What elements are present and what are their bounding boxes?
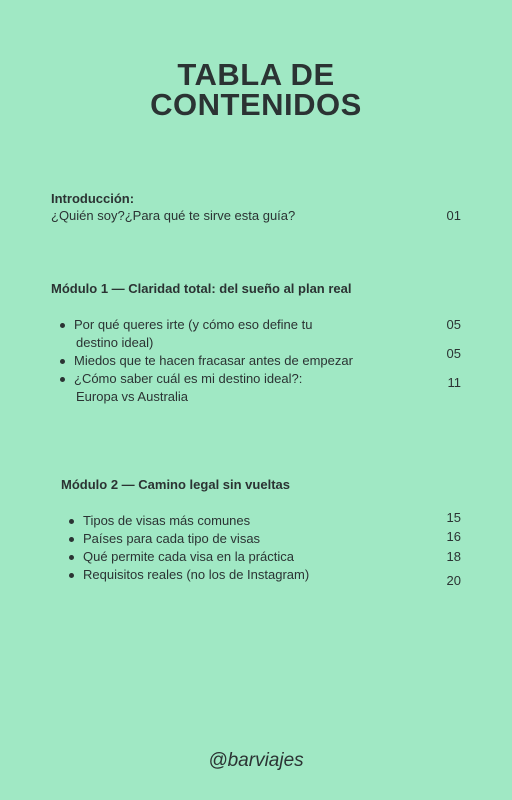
module2-item-1-page: 15 (446, 510, 461, 525)
module1-heading: Módulo 1 — Claridad total: del sueño al plan real (51, 281, 352, 296)
bullet-icon (60, 323, 65, 328)
intro-line: ¿Quién soy?¿Para qué te sirve esta guía? (51, 208, 296, 223)
module1-item-3-line1: ¿Cómo saber cuál es mi destino ideal?: (74, 371, 303, 386)
module2-item-2 (83, 530, 260, 548)
footer-handle: @barviajes (208, 750, 304, 771)
module1-item-1-line2: destino ideal) (76, 335, 154, 350)
module2-item-3 (83, 548, 294, 566)
module1-item-1 (74, 316, 312, 352)
intro-page-number: 01 (446, 208, 461, 223)
module2-item-2-page: 16 (446, 529, 461, 544)
module1-item-3 (74, 370, 302, 406)
module2-item-3-page: 18 (446, 549, 461, 564)
title-line-1: TABLA DE (177, 57, 335, 92)
module1-item-2-line1: Miedos que te hacen fracasar antes de empezar (74, 353, 353, 368)
module1-item-1-line1: Por qué queres irte (y cómo eso define tu (74, 317, 313, 332)
module1-item-1-page: 05 (446, 317, 461, 332)
module2-heading: Módulo 2 — Camino legal sin vueltas (61, 477, 290, 492)
module2-item-1 (83, 512, 250, 530)
module1-item-3-page: 11 (447, 375, 461, 390)
module1-item-2 (74, 352, 353, 370)
bullet-icon (69, 519, 74, 524)
bullet-icon (69, 537, 74, 542)
bullet-icon (60, 359, 65, 364)
module2-item-3-line1: Qué permite cada visa en la práctica (83, 549, 294, 564)
title-line-2: CONTENIDOS (150, 87, 362, 122)
intro-heading: Introducción: (51, 191, 135, 206)
bullet-icon (69, 555, 74, 560)
module1-item-2-page: 05 (446, 346, 461, 361)
module1-item-3-line2: Europa vs Australia (76, 389, 189, 404)
module2-item-4-line1: Requisitos reales (no los de Instagram) (83, 567, 310, 582)
module2-item-4 (83, 566, 309, 584)
bullet-icon (69, 573, 74, 578)
module2-item-2-line1: Países para cada tipo de visas (83, 531, 261, 546)
bullet-icon (60, 377, 65, 382)
page-title (0, 57, 512, 122)
module2-item-1-line1: Tipos de visas más comunes (83, 513, 251, 528)
module2-item-4-page: 20 (446, 573, 461, 588)
